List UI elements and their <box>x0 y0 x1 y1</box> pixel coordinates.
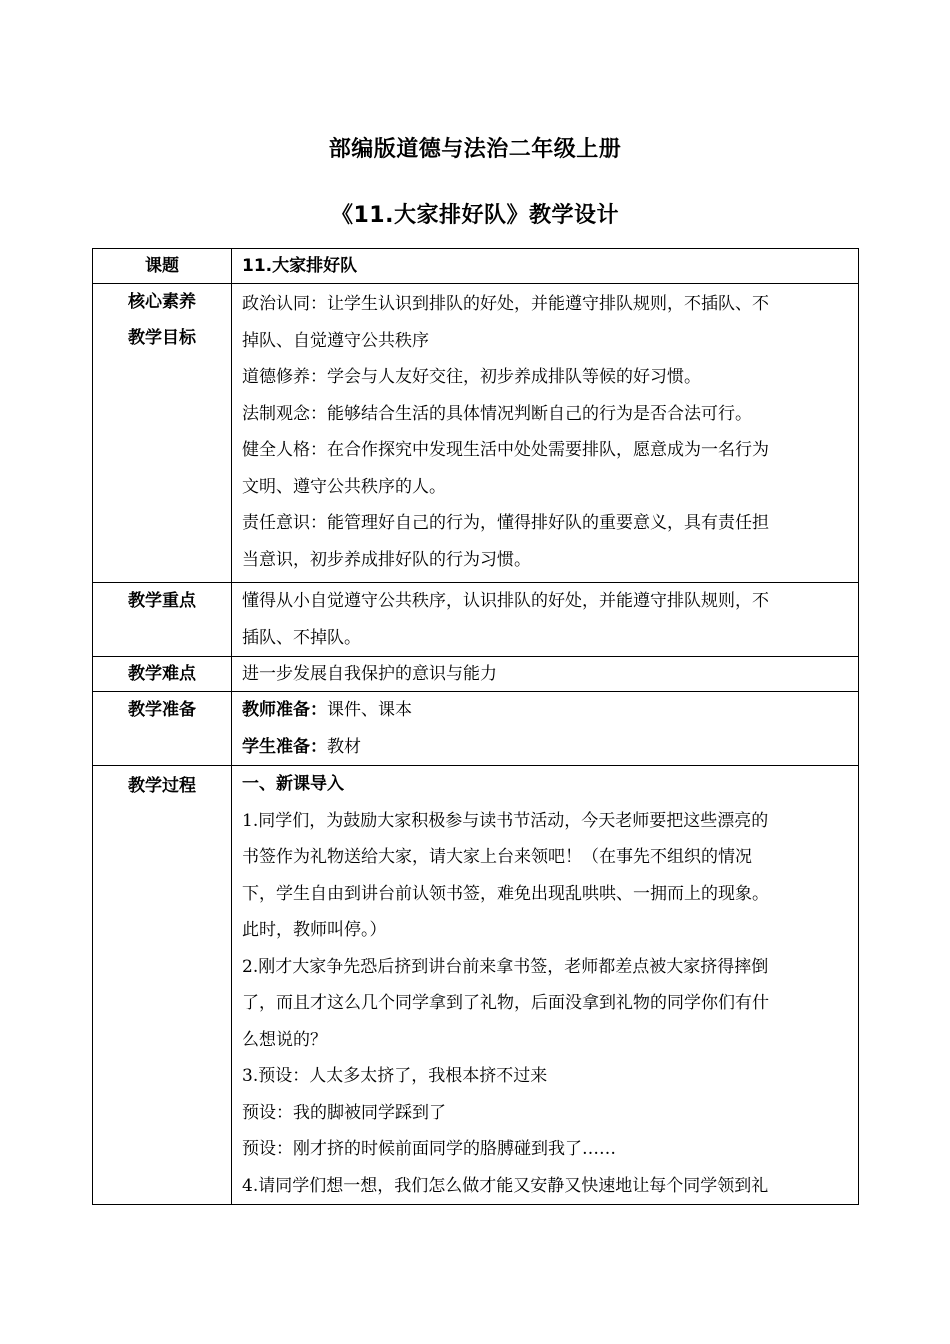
process-content <box>232 766 859 1205</box>
table-row-preparation <box>93 692 859 766</box>
process-line: 此时，教师叫停。） <box>242 920 387 940</box>
document-subtitle: 《11.大家排好队》教学设计 <box>331 203 619 228</box>
topic-label: 课题 <box>93 249 232 284</box>
goal-line: 文明、遵守公共秩序的人。 <box>242 476 446 497</box>
process-line: 4.请同学们想一想，我们怎么做才能又安静又快速地让每个同学领到礼 <box>242 1175 769 1196</box>
process-line: 了，而且才这么几个同学拿到了礼物，后面没拿到礼物的同学你们有什 <box>242 993 769 1013</box>
table-row-process <box>93 766 859 1205</box>
process-heading: 一、新课导入 <box>242 774 344 794</box>
process-line: 下，学生自由到讲台前认领书签，难免出现乱哄哄、一拥而上的现象。 <box>242 883 769 904</box>
goals-label-line: 核心素养 <box>128 292 196 312</box>
lesson-plan-table <box>92 248 859 1205</box>
goals-label <box>93 284 232 583</box>
preparation-content <box>232 692 859 766</box>
document-title: 部编版道德与法治二年级上册 <box>328 137 622 162</box>
goal-line: 法制观念：能够结合生活的具体情况判断自己的行为是否合法可行。 <box>242 403 752 424</box>
student-prep-label: 学生准备： <box>242 736 327 757</box>
teacher-prep-line <box>242 692 850 729</box>
process-label <box>93 766 232 1205</box>
process-line: 3.预设：人太多太挤了，我根本挤不过来 <box>242 1066 548 1086</box>
focus-label: 教学重点 <box>93 583 232 657</box>
goal-line: 道德修养：学会与人友好交往，初步养成排队等候的好习惯。 <box>242 367 701 387</box>
student-prep-line <box>242 729 850 766</box>
topic-value: 11.大家排好队 <box>232 249 859 284</box>
table-row-focus <box>93 583 859 657</box>
difficulty-value: 进一步发展自我保护的意识与能力 <box>232 657 859 692</box>
student-prep-value: 教材 <box>327 736 361 757</box>
process-line: 预设：刚才挤的时候前面同学的胳膊碰到我了…… <box>242 1139 616 1159</box>
table-row-goals <box>93 284 859 583</box>
process-line: 书签作为礼物送给大家，请大家上台来领吧！（在事先不组织的情况 <box>242 847 752 867</box>
teacher-prep-label: 教师准备： <box>242 700 327 720</box>
goal-line: 健全人格：在合作探究中发现生活中处处需要排队，愿意成为一名行为 <box>242 440 769 460</box>
difficulty-label: 教学难点 <box>93 657 232 692</box>
process-line: 预设：我的脚被同学踩到了 <box>242 1102 446 1123</box>
focus-content <box>232 583 859 657</box>
goal-line: 责任意识：能管理好自己的行为，懂得排好队的重要意义，具有责任担 <box>242 513 769 533</box>
process-line: 2.刚才大家争先恐后挤到讲台前来拿书签，老师都差点被大家挤得摔倒 <box>242 956 769 977</box>
focus-line: 插队、不掉队。 <box>242 627 361 648</box>
table-row-difficulty <box>93 657 859 692</box>
goals-content <box>232 284 859 583</box>
process-line: 么想说的？ <box>242 1029 327 1050</box>
focus-line: 懂得从小自觉遵守公共秩序，认识排队的好处，并能遵守排队规则，不 <box>242 591 769 611</box>
teacher-prep-value: 课件、课本 <box>327 700 412 720</box>
goal-line: 当意识，初步养成排好队的行为习惯。 <box>242 549 531 570</box>
goals-label-line: 教学目标 <box>128 328 196 348</box>
goal-line: 政治认同：让学生认识到排队的好处，并能遵守排队规则，不插队、不 <box>242 294 769 314</box>
preparation-label: 教学准备 <box>93 692 232 766</box>
goal-line: 掉队、自觉遵守公共秩序 <box>242 330 429 351</box>
process-line: 1.同学们，为鼓励大家积极参与读书节活动，今天老师要把这些漂亮的 <box>242 810 769 831</box>
process-label-text: 教学过程 <box>128 776 196 796</box>
table-row-topic <box>93 249 859 284</box>
